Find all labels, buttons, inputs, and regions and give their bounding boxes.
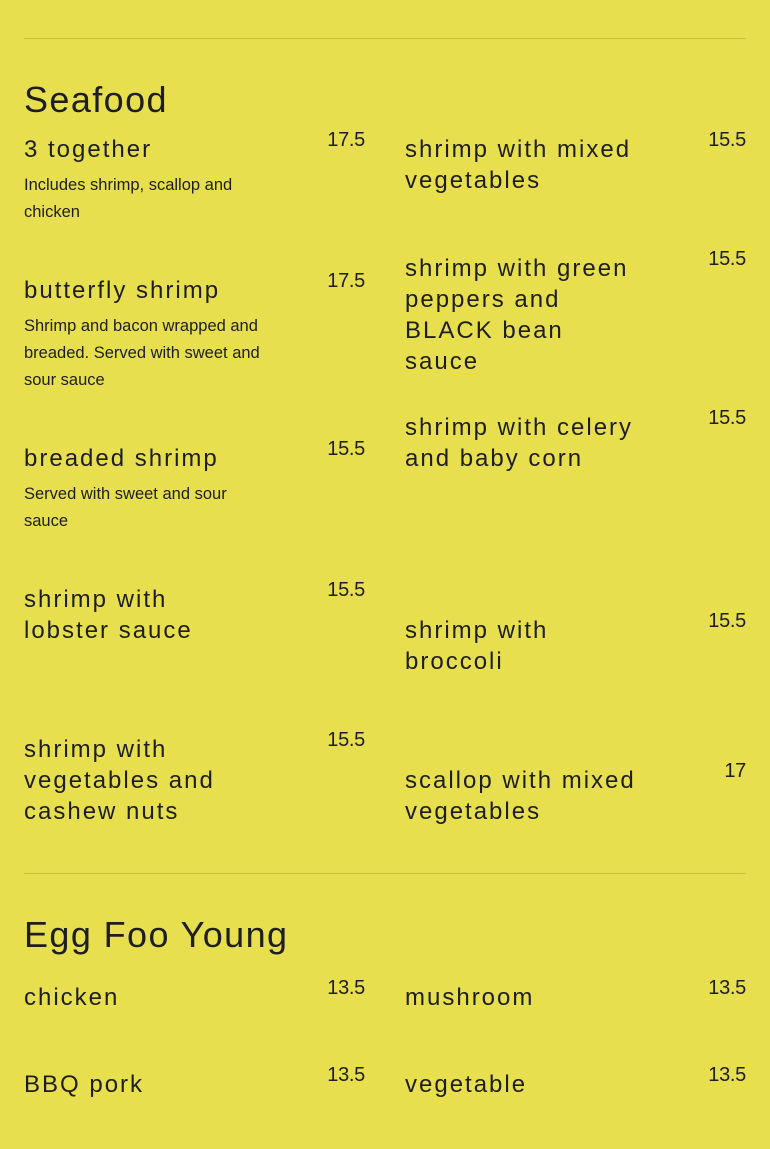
item-price: 13.5 (708, 1064, 746, 1086)
item-name: shrimp with celery and baby corn (405, 414, 634, 472)
item-price: 15.5 (708, 248, 746, 270)
item-name: butterfly shrimp (24, 277, 221, 304)
menu-item-chicken[interactable] (24, 977, 365, 1069)
item-price: 17 (724, 760, 746, 782)
item-price: 15.5 (708, 610, 746, 632)
menu-item-vegetable[interactable] (405, 1064, 746, 1129)
item-name: scallop with mixed vegetables (405, 767, 636, 825)
item-name: vegetable (405, 1071, 528, 1098)
menu-item-shrimp-broccoli[interactable] (405, 610, 746, 734)
section-title-seafood: Seafood (24, 79, 168, 120)
item-price: 13.5 (708, 977, 746, 999)
item-name: shrimp with vegetables and cashew nuts (24, 736, 215, 825)
section-divider (24, 873, 746, 874)
item-price: 15.5 (708, 129, 746, 151)
menu-item-mushroom[interactable] (405, 977, 746, 1069)
section-title-egg-foo-young: Egg Foo Young (24, 914, 289, 955)
menu-item-shrimp-lobster-sauce[interactable] (24, 579, 365, 703)
item-price: 17.5 (327, 270, 365, 292)
seafood-items-grid (24, 129, 746, 925)
item-price: 17.5 (327, 129, 365, 151)
item-name: chicken (24, 984, 120, 1011)
menu-item-scallop-mixed-vegetables[interactable] (405, 760, 746, 925)
item-description: Shrimp and bacon wrapped and breaded. Served with sweet and sour sauce (24, 317, 260, 389)
item-price: 15.5 (327, 438, 365, 460)
item-name: breaded shrimp (24, 445, 219, 472)
item-price: 15.5 (327, 579, 365, 601)
menu-item-shrimp-vegetables-cashew[interactable] (24, 729, 365, 894)
menu-item-3-together[interactable] (24, 129, 365, 275)
item-price: 15.5 (708, 407, 746, 429)
item-name: shrimp with broccoli (405, 617, 549, 675)
menu-item-butterfly-shrimp[interactable] (24, 270, 365, 455)
item-name: shrimp with green peppers and BLACK bean sauce (405, 255, 629, 375)
menu-item-breaded-shrimp[interactable] (24, 438, 365, 584)
menu-item-bbq-pork[interactable] (24, 1064, 365, 1129)
item-name: shrimp with lobster sauce (24, 586, 193, 644)
item-price: 13.5 (327, 1064, 365, 1086)
item-name: mushroom (405, 984, 535, 1011)
menu-item-shrimp-celery-baby-corn[interactable] (405, 407, 746, 553)
item-name: shrimp with mixed vegetables (405, 136, 632, 194)
item-name: 3 together (24, 136, 153, 163)
item-description: Served with sweet and sour sauce (24, 485, 227, 530)
section-divider (24, 38, 746, 39)
menu-item-shrimp-green-peppers[interactable] (405, 248, 746, 433)
item-name: BBQ pork (24, 1071, 145, 1098)
item-price: 13.5 (327, 977, 365, 999)
item-price: 15.5 (327, 729, 365, 751)
item-description: Includes shrimp, scallop and chicken (24, 176, 233, 221)
menu-page (24, 0, 746, 1098)
egg-foo-young-items-grid (24, 977, 746, 1129)
